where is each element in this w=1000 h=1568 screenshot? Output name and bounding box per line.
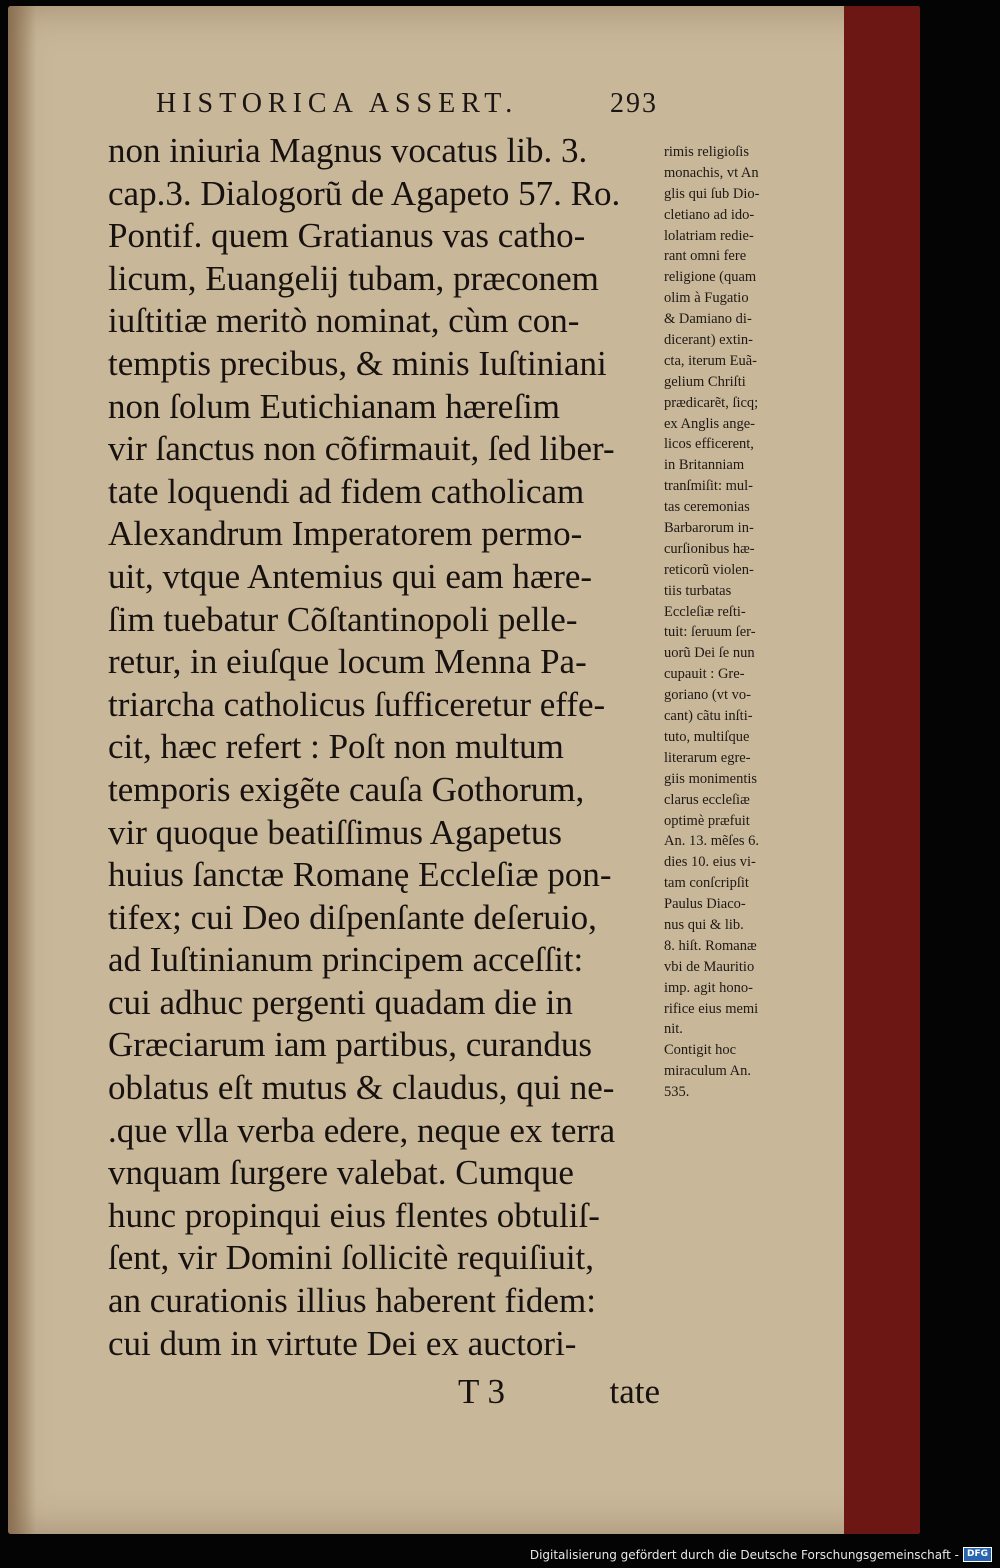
margin-note-line: curſionibus hæ- [664,540,755,557]
text-line: .que vlla verba edere, neque ex terra [108,1110,616,1150]
margin-note-line: prædicarẽt, ſicq; [664,394,759,411]
text-line: cui adhuc pergenti quadam die in [108,982,573,1022]
text-line: temporis exigẽte cauſa Gothorum, [108,769,585,809]
margin-note-line: cta, iterum Euã- [664,352,757,369]
signature-mark: T 3 [458,1372,505,1411]
text-line: ad Iuſtinianum principem acceſſit: [108,940,584,980]
margin-note-line: tuit: ſeruum ſer- [664,624,756,641]
margin-note-line: cant) cãtu inſti- [664,708,753,725]
text-line: oblatus eſt mutus & claudus, qui ne- [108,1068,615,1108]
margin-note-line: tranſmiſit: mul- [664,478,754,495]
margin-note-line: optimè præfuit [664,812,750,829]
margin-note-line: cupauit : Gre- [664,666,745,683]
text-line: retur, in eiuſque locum Menna Pa- [108,642,587,682]
margin-note-line: vbi de Mauritio [664,958,755,975]
page-number: 293 [610,88,658,119]
margin-note-line: giis monimentis [664,770,758,787]
digitization-credit [530,1547,992,1562]
margin-note-line: religione (quam [664,269,757,286]
text-line: tate loquendi ad fidem catholicam [108,471,585,511]
margin-note-line: dicerant) extin- [664,332,753,349]
text-line: iuſtitiæ meritò nominat, cùm con- [108,301,580,341]
margin-note-line: licos efficerent, [664,436,754,453]
book-page [8,6,920,1534]
text-line: triarcha catholicus ſufficeretur effe- [108,684,606,724]
text-line: non ſolum Eutichianam hæreſim [108,386,561,426]
page-footer [108,1372,664,1416]
main-text-column [108,130,664,1365]
margin-note-line: tam conſcripſit [664,875,749,892]
margin-note-line: miraculum An. [664,1063,751,1080]
text-line: Pontif. quem Gratianus vas catho- [108,216,586,256]
text-line: ſim tuebatur Cõſtantinopoli pelle- [108,599,578,639]
margin-note-line: goriano (vt vo- [664,687,751,704]
text-line: Græciarum iam partibus, curandus [108,1025,593,1065]
margin-note-line: clarus eccleſiæ [664,791,750,808]
running-header [156,88,676,128]
margin-note-line: monachis, vt An [664,164,759,181]
credit-text: Digitalisierung gefördert durch die Deutsche Forschungsgemeinschaft - [529,1547,959,1562]
text-line: temptis precibus, & minis Iuſtiniani [108,343,607,383]
margin-note-line: lolatriam redie- [664,227,754,244]
margin-note-line: cletiano ad ido- [664,206,755,223]
text-line: huius ſanctæ Romanę Eccleſiæ pon- [108,855,612,895]
dfg-logo: DFG [963,1547,992,1562]
text-line: uit, vtque Antemius qui eam hære- [108,556,593,596]
margin-note-line: tuto, multiſque [664,728,750,745]
red-cover-edge [844,6,920,1534]
text-line: tifex; cui Deo diſpenſante deſeruio, [108,897,597,937]
running-title: HISTORICA ASSERT. [156,88,519,119]
margin-note-line: & Damiano di- [664,311,752,328]
margin-notes-column [664,142,824,1103]
margin-note-line: tas ceremonias [664,499,750,516]
margin-note-line: Eccleſiæ reſti- [664,603,746,620]
text-line: licum, Euangelij tubam, præconem [108,258,599,298]
text-line: hunc propinqui eius flentes obtuliſ- [108,1195,600,1235]
margin-note-line: imp. agit hono- [664,979,754,996]
margin-note-line: nit. [664,1021,683,1038]
margin-note-line: in Britanniam [664,457,745,474]
margin-note-line: reticorũ violen- [664,561,754,578]
text-line: vir quoque beatiſſimus Agapetus [108,812,562,852]
text-line: cui dum in virtute Dei ex auctori- [108,1323,577,1363]
margin-note-line: nus qui & lib. [664,916,744,933]
text-line: an curationis illius haberent fidem: [108,1281,596,1321]
text-line: cap.3. Dialogorũ de Agapeto 57. Ro. [108,173,621,213]
text-line: vir ſanctus non cõfirmauit, ſed liber- [108,429,615,469]
margin-note-line: Barbarorum in- [664,520,754,537]
text-line: non iniuria Magnus vocatus lib. 3. [108,131,588,170]
text-line: ſent, vir Domini ſollicitè requiſiuit, [108,1238,595,1278]
margin-note-line: tiis turbatas [664,582,732,599]
catchword: tate [609,1372,660,1411]
margin-note-line: rifice eius memi [664,1000,759,1017]
margin-note-line: Contigit hoc [664,1042,737,1059]
margin-note-line: dies 10. eius vi- [664,854,756,871]
text-line: vnquam ſurgere valebat. Cumque [108,1153,574,1193]
margin-note-line: rimis religioſis [664,144,749,160]
margin-note-line: uorũ Dei ſe nun [664,645,755,662]
margin-note-line: literarum egre- [664,749,751,766]
margin-note-line: glis qui ſub Dio- [664,185,760,202]
text-line: Alexandrum Imperatorem permo- [108,514,583,554]
page-gutter-shadow [8,6,36,1534]
margin-note-line: ex Anglis ange- [664,415,756,432]
margin-note-line: Paulus Diaco- [664,896,746,913]
margin-note-line: gelium Chriſti [664,373,746,390]
margin-note-line: rant omni fere [664,248,747,265]
margin-note-line: 8. hiſt. Romanæ [664,937,757,954]
text-line: cit, hæc refert : Poſt non multum [108,727,564,767]
margin-note-line: An. 13. mẽſes 6. [664,833,760,850]
margin-note-line: olim à Fugatio [664,290,749,307]
margin-note-line: 535. [664,1084,690,1101]
